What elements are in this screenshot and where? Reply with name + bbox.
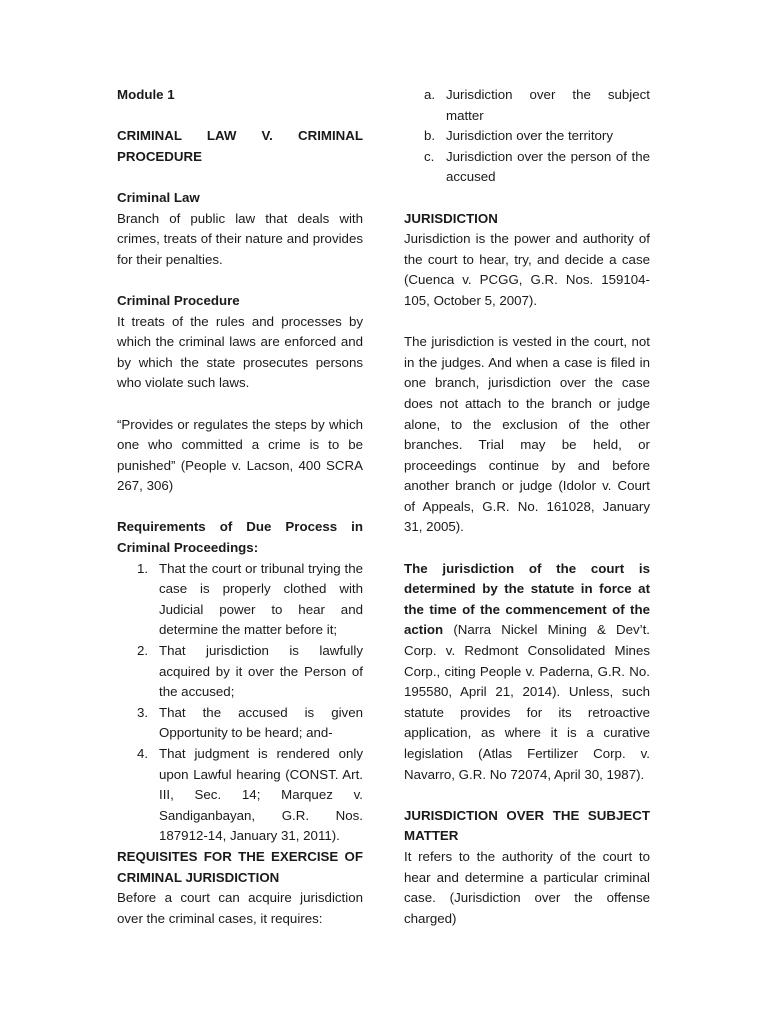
list-item-text: Jurisdiction over the person of the accused	[446, 148, 650, 185]
jurisdiction-definition: Jurisdiction is the power and authority of the court to hear, try, and decide a case (Cuenca v. PCGG, G.R. Nos. 159104-105, October 5, 2007).	[404, 231, 650, 308]
list-marker: c.	[424, 148, 435, 164]
jurisdiction-heading: JURISDICTION	[404, 210, 498, 226]
list-marker: b.	[424, 128, 436, 144]
list-item	[117, 744, 363, 847]
criminal-procedure-definition: It treats of the rules and processes by which the criminal laws are enforced and by which the state prosecutes persons who violate such laws.	[117, 313, 363, 391]
lacson-quote: “Provides or regulates the steps by which one who committed a crime is to be punished” (People v. Lacson, 400 SCRA 267, 306)	[117, 416, 363, 494]
list-item-text: Jurisdiction over the subject matter	[446, 87, 650, 123]
statute-citation-text: (Narra Nickel Mining & Dev’t. Corp. v. Redmont Consolidated Mines Corp., citing People v. Paderna, G.R. No. 195580, April 21, 2014). Unless, such statute provides for its retroactive application, as where it is a curative legislation (Atlas Fertilizer Corp. v. Navarro, G.R. No 72074, April 30, 1987).	[404, 622, 650, 782]
criminal-law-definition: Branch of public law that deals with crimes, treats of their nature and provides for their penalties.	[117, 210, 363, 267]
jurisdiction-vested-paragraph: The jurisdiction is vested in the court, not in the judges. And when a case is filed in one branch, jurisdiction over the case does not attach to the branch or judge alone, to the exclusion of the other branches. Trial may be held, or proceedings continue by and before another branch or judge (Idolor v. Court of Appeals, G.R. No. 161028, January 31, 2005).	[404, 334, 650, 535]
criminal-procedure-heading: Criminal Procedure	[117, 292, 240, 308]
criminal-law-heading: Criminal Law	[117, 189, 200, 205]
list-item-text: That jurisdiction is lawfully acquired by it over the Person of the accused;	[159, 643, 363, 700]
left-column	[117, 85, 363, 929]
list-marker: 2.	[137, 643, 149, 659]
list-item-text: Jurisdiction over the territory	[446, 128, 614, 144]
list-item-text: That judgment is rendered only upon Lawful hearing (CONST. Art. III, Sec. 14; Marquez v. Sandiganbayan, G.R. Nos. 187912-14, January 31, 2011).	[159, 746, 363, 844]
list-item	[404, 85, 650, 126]
list-item	[404, 147, 650, 188]
requisites-list	[404, 85, 650, 188]
section-title: CRIMINAL LAW V. CRIMINAL PROCEDURE	[117, 128, 363, 164]
list-item	[404, 126, 650, 147]
list-item	[117, 559, 363, 641]
subject-matter-heading: JURISDICTION OVER THE SUBJECT MATTER	[404, 807, 650, 844]
right-column	[404, 85, 650, 929]
list-marker: 4.	[137, 746, 149, 761]
subject-matter-definition: It refers to the authority of the court to hear and determine a particular criminal case. (Jurisdiction over the offense charged)	[404, 848, 650, 926]
requisites-heading: REQUISITES FOR THE EXERCISE OF CRIMINAL JURISDICTION	[117, 848, 363, 885]
statute-bold-text: The jurisdiction of the court is determined by the statute in force at the time of the commencement of the action	[404, 560, 650, 638]
list-marker: 3.	[137, 704, 149, 720]
list-item	[117, 703, 363, 744]
list-item	[117, 641, 363, 703]
module-label: Module 1	[117, 87, 175, 102]
list-item-text: That the court or tribunal trying the case is properly clothed with Judicial power to hear and determine the matter before it;	[159, 560, 363, 638]
due-process-list	[117, 559, 363, 847]
requisites-intro: Before a court can acquire jurisdiction over the criminal cases, it requires:	[117, 890, 363, 926]
due-process-heading: Requirements of Due Process in Criminal Proceedings:	[117, 519, 363, 556]
statute-paragraph	[404, 559, 650, 786]
list-marker: 1.	[137, 560, 149, 576]
list-marker: a.	[424, 87, 436, 102]
list-item-text: That the accused is given Opportunity to be heard; and-	[159, 704, 363, 741]
